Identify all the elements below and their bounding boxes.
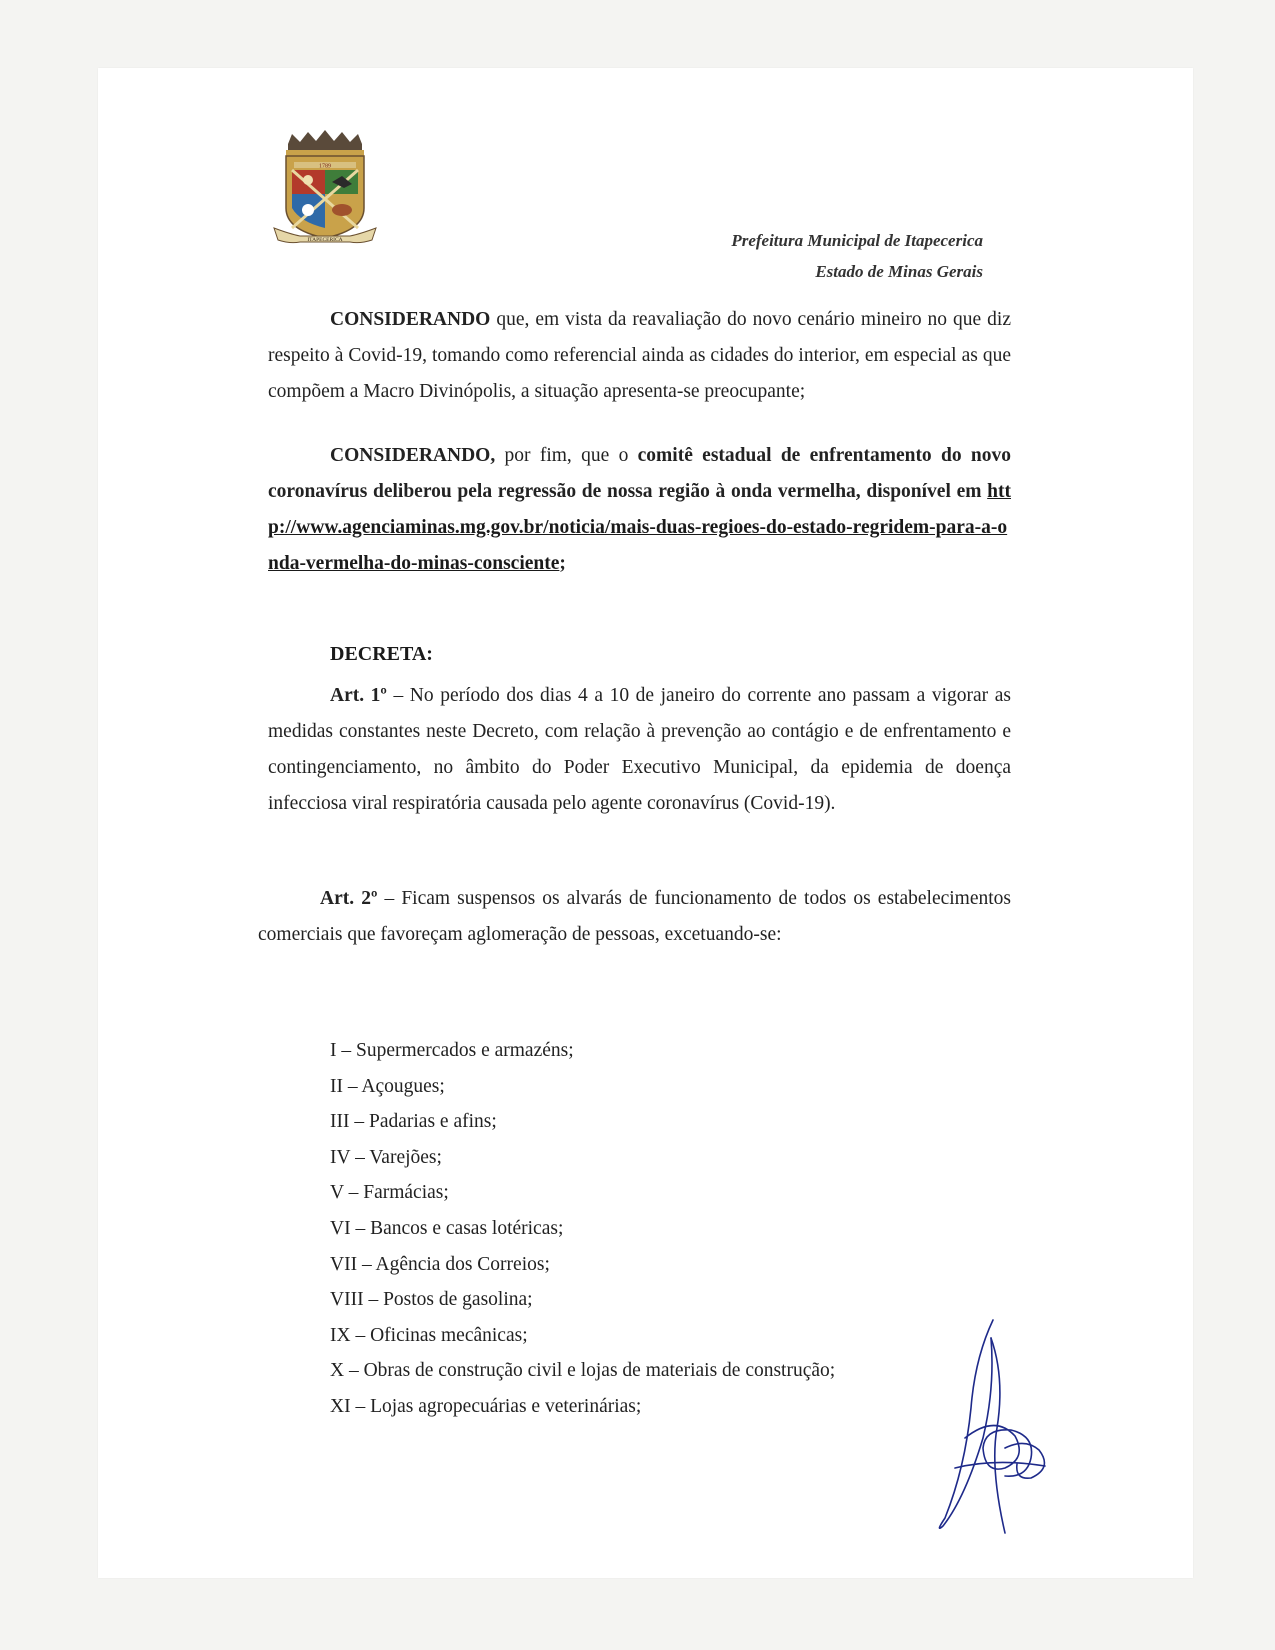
- considerando-lead: CONSIDERANDO,: [330, 445, 496, 466]
- article-2-label: Art. 2º: [320, 888, 378, 909]
- decreta-heading: DECRETA:: [330, 643, 433, 665]
- considerando-end: ;: [559, 553, 566, 574]
- list-item: X – Obras de construção civil e lojas de materiais de construção;: [330, 1360, 836, 1382]
- list-item: III – Padarias e afins;: [330, 1111, 497, 1133]
- letterhead-state: Estado de Minas Gerais: [815, 262, 983, 281]
- letterhead: [731, 225, 983, 287]
- list-item: I – Supermercados e armazéns;: [330, 1040, 574, 1061]
- list-item: IX – Oficinas mecânicas;: [330, 1324, 528, 1346]
- crest-year: 1789: [319, 163, 331, 170]
- list-item: II – Açougues;: [330, 1075, 445, 1097]
- article-1-label: Art. 1º: [330, 685, 387, 706]
- article-1: [268, 678, 1011, 822]
- list-item: VII – Agência dos Correios;: [330, 1253, 550, 1275]
- article-1-text: – No período dos dias 4 a 10 de janeiro do corrente ano passam a vigorar as medidas constantes neste Decreto, com relação à prevenção ao contágio e de enfrentamento e contingenciamento, no âmbito do Poder Executivo Municipal, da epidemia de doença infecciosa viral respiratória causada pelo agente coronavírus (Covid-19).: [268, 685, 1011, 814]
- list-item: IV – Varejões;: [330, 1146, 442, 1168]
- considerando-text: que, em vista da reavaliação do novo cenário mineiro no que diz respeito à Covid-19, tomando como referencial ainda as cidades do interior, em especial as que compõem a Macro Divinópolis, a situação apresenta-se preocupante;: [268, 309, 1011, 402]
- exception-list: [330, 1033, 835, 1425]
- considerando-paragraph-2: [268, 438, 1011, 582]
- news-link[interactable]: http://www.agenciaminas.mg.gov.br/noticia/mais-duas-regioes-do-estado-regridem-para-a-onda-vermelha-do-minas-consciente: [268, 481, 1011, 574]
- letterhead-municipality: Prefeitura Municipal de Itapecerica: [731, 231, 983, 250]
- list-item: VIII – Postos de gasolina;: [330, 1289, 533, 1311]
- considerando-lead: CONSIDERANDO: [330, 309, 491, 330]
- considerando-bold-text: comitê estadual de enfrentamento do novo coronavírus deliberou pela regressão de nossa região à onda vermelha, disponível em: [268, 445, 1011, 502]
- crest-banner: ITAPECERICA: [307, 237, 343, 243]
- municipal-coat-of-arms-icon: [270, 130, 380, 248]
- article-2: [258, 881, 1011, 953]
- list-item: V – Farmácias;: [330, 1182, 449, 1204]
- list-item: VI – Bancos e casas lotéricas;: [330, 1217, 564, 1239]
- handwritten-signature-icon: [935, 1318, 1065, 1538]
- article-2-text: – Ficam suspensos os alvarás de funcionamento de todos os estabelecimentos comerciais que favoreçam aglomeração de pessoas, excetuando-se:: [258, 888, 1011, 945]
- considerando-paragraph-1: [268, 302, 1011, 410]
- list-item: XI – Lojas agropecuárias e veterinárias;: [330, 1395, 642, 1417]
- considerando-text: por fim, que o: [495, 445, 638, 466]
